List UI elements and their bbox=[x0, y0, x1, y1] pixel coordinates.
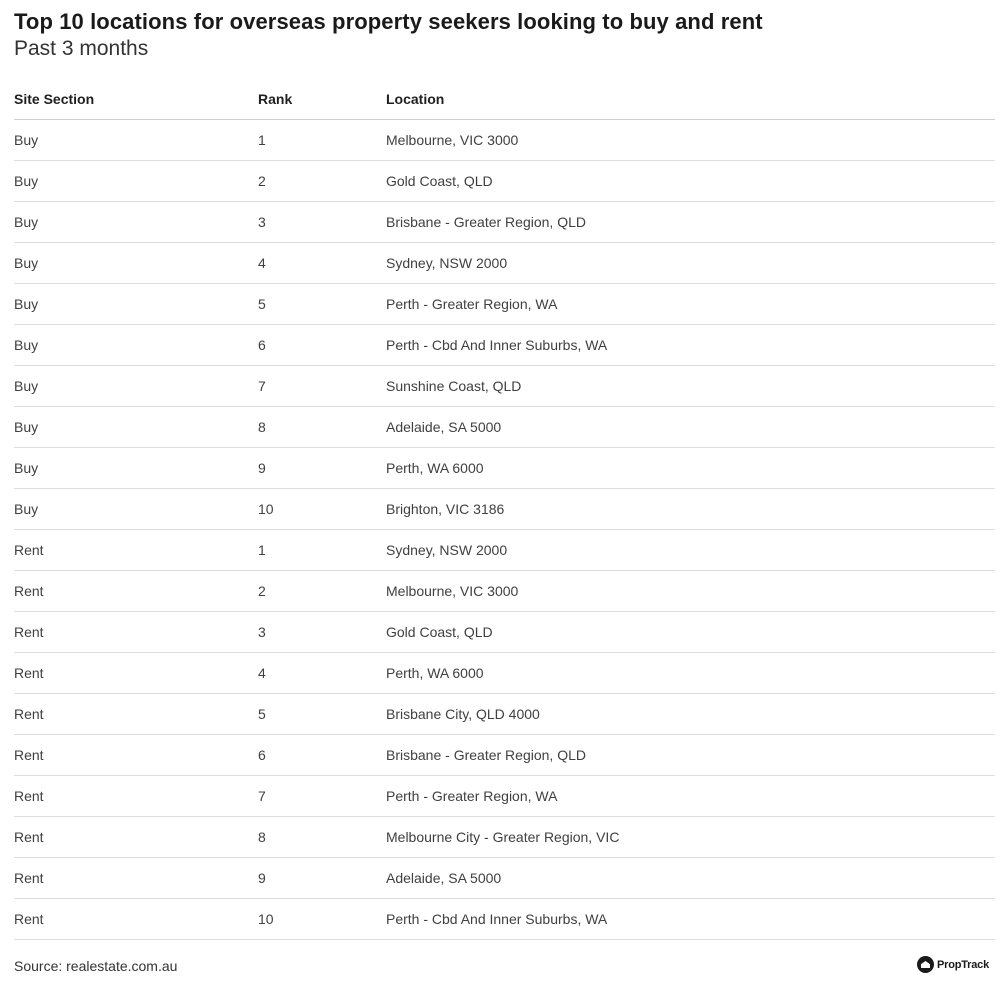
cell-rank: 3 bbox=[258, 612, 386, 653]
table-row bbox=[14, 571, 995, 612]
cell-location: Gold Coast, QLD bbox=[386, 612, 995, 653]
cell-rank: 2 bbox=[258, 571, 386, 612]
table-row bbox=[14, 120, 995, 161]
table-row bbox=[14, 858, 995, 899]
table-body bbox=[14, 120, 995, 940]
table-row bbox=[14, 366, 995, 407]
proptrack-house-icon bbox=[917, 956, 934, 973]
cell-location: Perth - Greater Region, WA bbox=[386, 776, 995, 817]
cell-location: Adelaide, SA 5000 bbox=[386, 407, 995, 448]
cell-location: Gold Coast, QLD bbox=[386, 161, 995, 202]
cell-location: Adelaide, SA 5000 bbox=[386, 858, 995, 899]
cell-location: Brisbane - Greater Region, QLD bbox=[386, 202, 995, 243]
table-row bbox=[14, 530, 995, 571]
locations-table bbox=[14, 78, 995, 940]
table-row bbox=[14, 817, 995, 858]
table-row bbox=[14, 325, 995, 366]
table-row bbox=[14, 735, 995, 776]
cell-site-section: Buy bbox=[14, 407, 258, 448]
cell-rank: 10 bbox=[258, 899, 386, 940]
table-header bbox=[14, 78, 995, 120]
cell-rank: 9 bbox=[258, 858, 386, 899]
logo-text: PropTrack bbox=[936, 958, 989, 971]
table-row bbox=[14, 899, 995, 940]
table-row bbox=[14, 407, 995, 448]
cell-location: Perth, WA 6000 bbox=[386, 448, 995, 489]
header-row bbox=[14, 78, 995, 120]
table-row bbox=[14, 243, 995, 284]
chart-subtitle: Past 3 months bbox=[14, 37, 149, 60]
cell-location: Melbourne, VIC 3000 bbox=[386, 120, 995, 161]
table-row bbox=[14, 284, 995, 325]
cell-site-section: Buy bbox=[14, 161, 258, 202]
cell-location: Perth - Greater Region, WA bbox=[386, 284, 995, 325]
cell-location: Sydney, NSW 2000 bbox=[386, 530, 995, 571]
table-row bbox=[14, 161, 995, 202]
cell-site-section: Buy bbox=[14, 366, 258, 407]
cell-site-section: Rent bbox=[14, 612, 258, 653]
cell-site-section: Buy bbox=[14, 202, 258, 243]
cell-site-section: Buy bbox=[14, 284, 258, 325]
cell-site-section: Buy bbox=[14, 120, 258, 161]
cell-site-section: Buy bbox=[14, 325, 258, 366]
cell-rank: 6 bbox=[258, 735, 386, 776]
cell-rank: 2 bbox=[258, 161, 386, 202]
cell-location: Brisbane City, QLD 4000 bbox=[386, 694, 995, 735]
cell-rank: 7 bbox=[258, 366, 386, 407]
table-row bbox=[14, 694, 995, 735]
cell-rank: 9 bbox=[258, 448, 386, 489]
cell-site-section: Buy bbox=[14, 448, 258, 489]
column-header-location: Location bbox=[386, 78, 995, 120]
cell-location: Perth - Cbd And Inner Suburbs, WA bbox=[386, 899, 995, 940]
chart-container bbox=[14, 8, 995, 940]
cell-rank: 4 bbox=[258, 243, 386, 284]
cell-site-section: Rent bbox=[14, 899, 258, 940]
cell-rank: 3 bbox=[258, 202, 386, 243]
cell-rank: 1 bbox=[258, 530, 386, 571]
column-header-site-section: Site Section bbox=[14, 78, 258, 120]
cell-location: Melbourne, VIC 3000 bbox=[386, 571, 995, 612]
cell-rank: 10 bbox=[258, 489, 386, 530]
source-note: Source: realestate.com.au bbox=[14, 958, 178, 974]
cell-rank: 5 bbox=[258, 284, 386, 325]
cell-site-section: Rent bbox=[14, 653, 258, 694]
cell-location: Sunshine Coast, QLD bbox=[386, 366, 995, 407]
cell-rank: 1 bbox=[258, 120, 386, 161]
table-row bbox=[14, 489, 995, 530]
cell-site-section: Rent bbox=[14, 694, 258, 735]
cell-rank: 8 bbox=[258, 407, 386, 448]
cell-location: Melbourne City - Greater Region, VIC bbox=[386, 817, 995, 858]
cell-site-section: Rent bbox=[14, 858, 258, 899]
cell-site-section: Rent bbox=[14, 530, 258, 571]
cell-site-section: Rent bbox=[14, 571, 258, 612]
cell-site-section: Rent bbox=[14, 735, 258, 776]
cell-rank: 6 bbox=[258, 325, 386, 366]
proptrack-logo bbox=[917, 956, 989, 973]
cell-location: Brisbane - Greater Region, QLD bbox=[386, 735, 995, 776]
cell-location: Brighton, VIC 3186 bbox=[386, 489, 995, 530]
cell-rank: 8 bbox=[258, 817, 386, 858]
table-row bbox=[14, 776, 995, 817]
cell-site-section: Rent bbox=[14, 817, 258, 858]
cell-location: Perth, WA 6000 bbox=[386, 653, 995, 694]
footer bbox=[14, 956, 995, 978]
table-row bbox=[14, 653, 995, 694]
table-row bbox=[14, 448, 995, 489]
table-row bbox=[14, 612, 995, 653]
cell-site-section: Rent bbox=[14, 776, 258, 817]
cell-location: Perth - Cbd And Inner Suburbs, WA bbox=[386, 325, 995, 366]
table-row bbox=[14, 202, 995, 243]
cell-rank: 7 bbox=[258, 776, 386, 817]
cell-rank: 5 bbox=[258, 694, 386, 735]
cell-rank: 4 bbox=[258, 653, 386, 694]
chart-title: Top 10 locations for overseas property seekers looking to buy and rent bbox=[14, 9, 763, 34]
cell-site-section: Buy bbox=[14, 243, 258, 284]
cell-site-section: Buy bbox=[14, 489, 258, 530]
cell-location: Sydney, NSW 2000 bbox=[386, 243, 995, 284]
column-header-rank: Rank bbox=[258, 78, 386, 120]
